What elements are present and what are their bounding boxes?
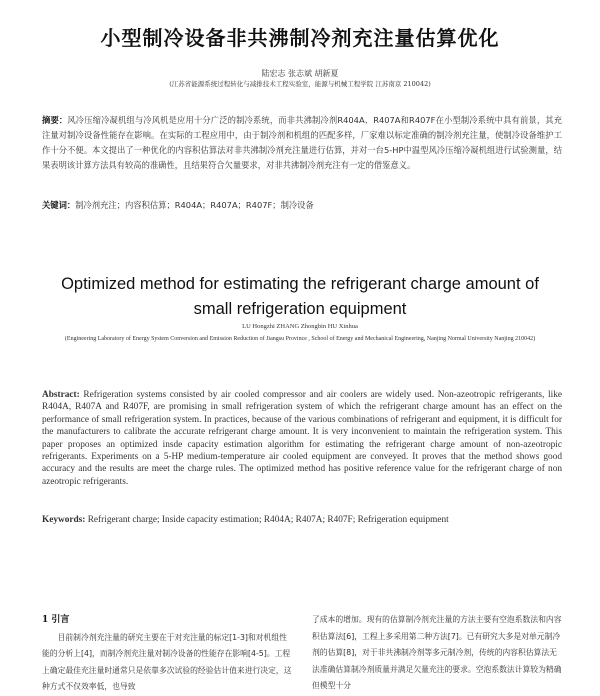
english-abstract-label: Abstract:: [42, 390, 80, 400]
chinese-keywords: [42, 198, 562, 212]
english-keywords-label: Keywords:: [42, 515, 86, 525]
chinese-abstract-label: 摘要：: [42, 115, 68, 125]
english-keywords-text: Refrigerant charge; Inside capacity estimation; R404A; R407A; R407F; Refrigeration equipment: [87, 515, 449, 525]
body-left-paragraph: 目前制冷剂充注量的研究主要在于对充注量的标定[1-3]和对机组性能的分析上[4]，而制冷剂充注量对制冷设备的性能存在影响[4-5]。工程上确定最佳充注量时通常只是依靠多次试验的经验估计值来进行决定，这种方式不仅效率低，也导致: [42, 632, 292, 691]
section-heading-introduction: 1 引言: [42, 615, 70, 625]
body-left-column: [42, 612, 292, 696]
english-title: Optimized method for estimating the refrigerant charge amount of small refrigeration equipment: [61, 275, 539, 318]
english-authors: LU Hongzhi ZHANG Zhongbin HU Xinhua: [242, 323, 358, 330]
chinese-keywords-label: 关键词：: [42, 200, 76, 210]
english-abstract-text: Refrigeration systems consisted by air cooled compressor and air coolers are widely used. Non-azeotropic refrigerants, like R404A, R407A and R407F, are promising in small refrigeration system of which the refrigerant charge amount has an effect on the performance of small refrigeration system. In practices, because of the various combinations of refrigerant and equipment, it is difficult for the manufacturers to calibrate the accurate refrigerant charge amount. It is very inconvenient to maintain the refrigeration system. This paper proposes an optimized insde capacity estimation algorithm for estimating the refrigerant charge amount of non-azeotropic refrigerants. Experiments on a 5-HP medium-temperature air cooled equipment are conveyed. It proves that the method shows good accuracy and the results are meet the charge rules. The optimized method has positive reference value for the refrigerant charge of non azeotropic refrigerants.: [42, 390, 562, 487]
chinese-authors: 陆宏志 张志斌 胡新夏: [261, 69, 339, 78]
english-affiliation: (Engineering Laboratory of Energy System Conversion and Emission Reduction of Jiangsu Province , School of Energy and Mechanical Engineering, Nanjing Normal University Nanjing 210042): [64, 336, 536, 342]
body-right-column: [312, 612, 562, 695]
chinese-keywords-text: 制冷剂充注；内容积估算；R404A；R407A；R407F；制冷设备: [75, 200, 314, 210]
chinese-abstract: [42, 113, 562, 173]
english-keywords: [42, 514, 562, 526]
body-right-paragraph: 了成本的增加。现有的估算制冷剂充注量的方法主要有空泡系数法和内容积估算法[6]，工程上多采用第二种方法[7]。已有研究大多是对单元制冷剂的估算[8]，对于非共沸制冷剂等多元制冷剂，传统的内容积估算法无法准确估算制冷剂质量并满足欠量充注的要求。空泡系数法计算较为精确但模型十分: [312, 615, 562, 690]
english-abstract: [42, 389, 562, 488]
chinese-affiliation: (江苏省能源系统过程转化与减排技术工程实验室，能源与机械工程学院 江苏南京 210042): [169, 80, 431, 88]
chinese-abstract-text: 风冷压缩冷凝机组与冷风机是应用十分广泛的制冷系统，而非共沸制冷剂R404A、R407A和R407F在小型制冷系统中具有前景，其充注量对制冷设备性能存在影响。在实际的工程应用中，由于制冷剂和机组的匹配多样，厂家难以标定准确的制冷剂充注量，使制冷设备维护工作十分不便。本文提出了一种优化的内容积估算法对非共沸制冷剂充注量进行估算，并对一台5-HP中温型风冷压缩冷凝机组进行试验测量，结果表明该计算方法具有较高的准确性，且结果符合欠量要求，对非共沸制冷剂充注有一定的借鉴意义。: [42, 115, 562, 170]
chinese-title: 小型制冷设备非共沸制冷剂充注量估算优化: [100, 26, 500, 50]
